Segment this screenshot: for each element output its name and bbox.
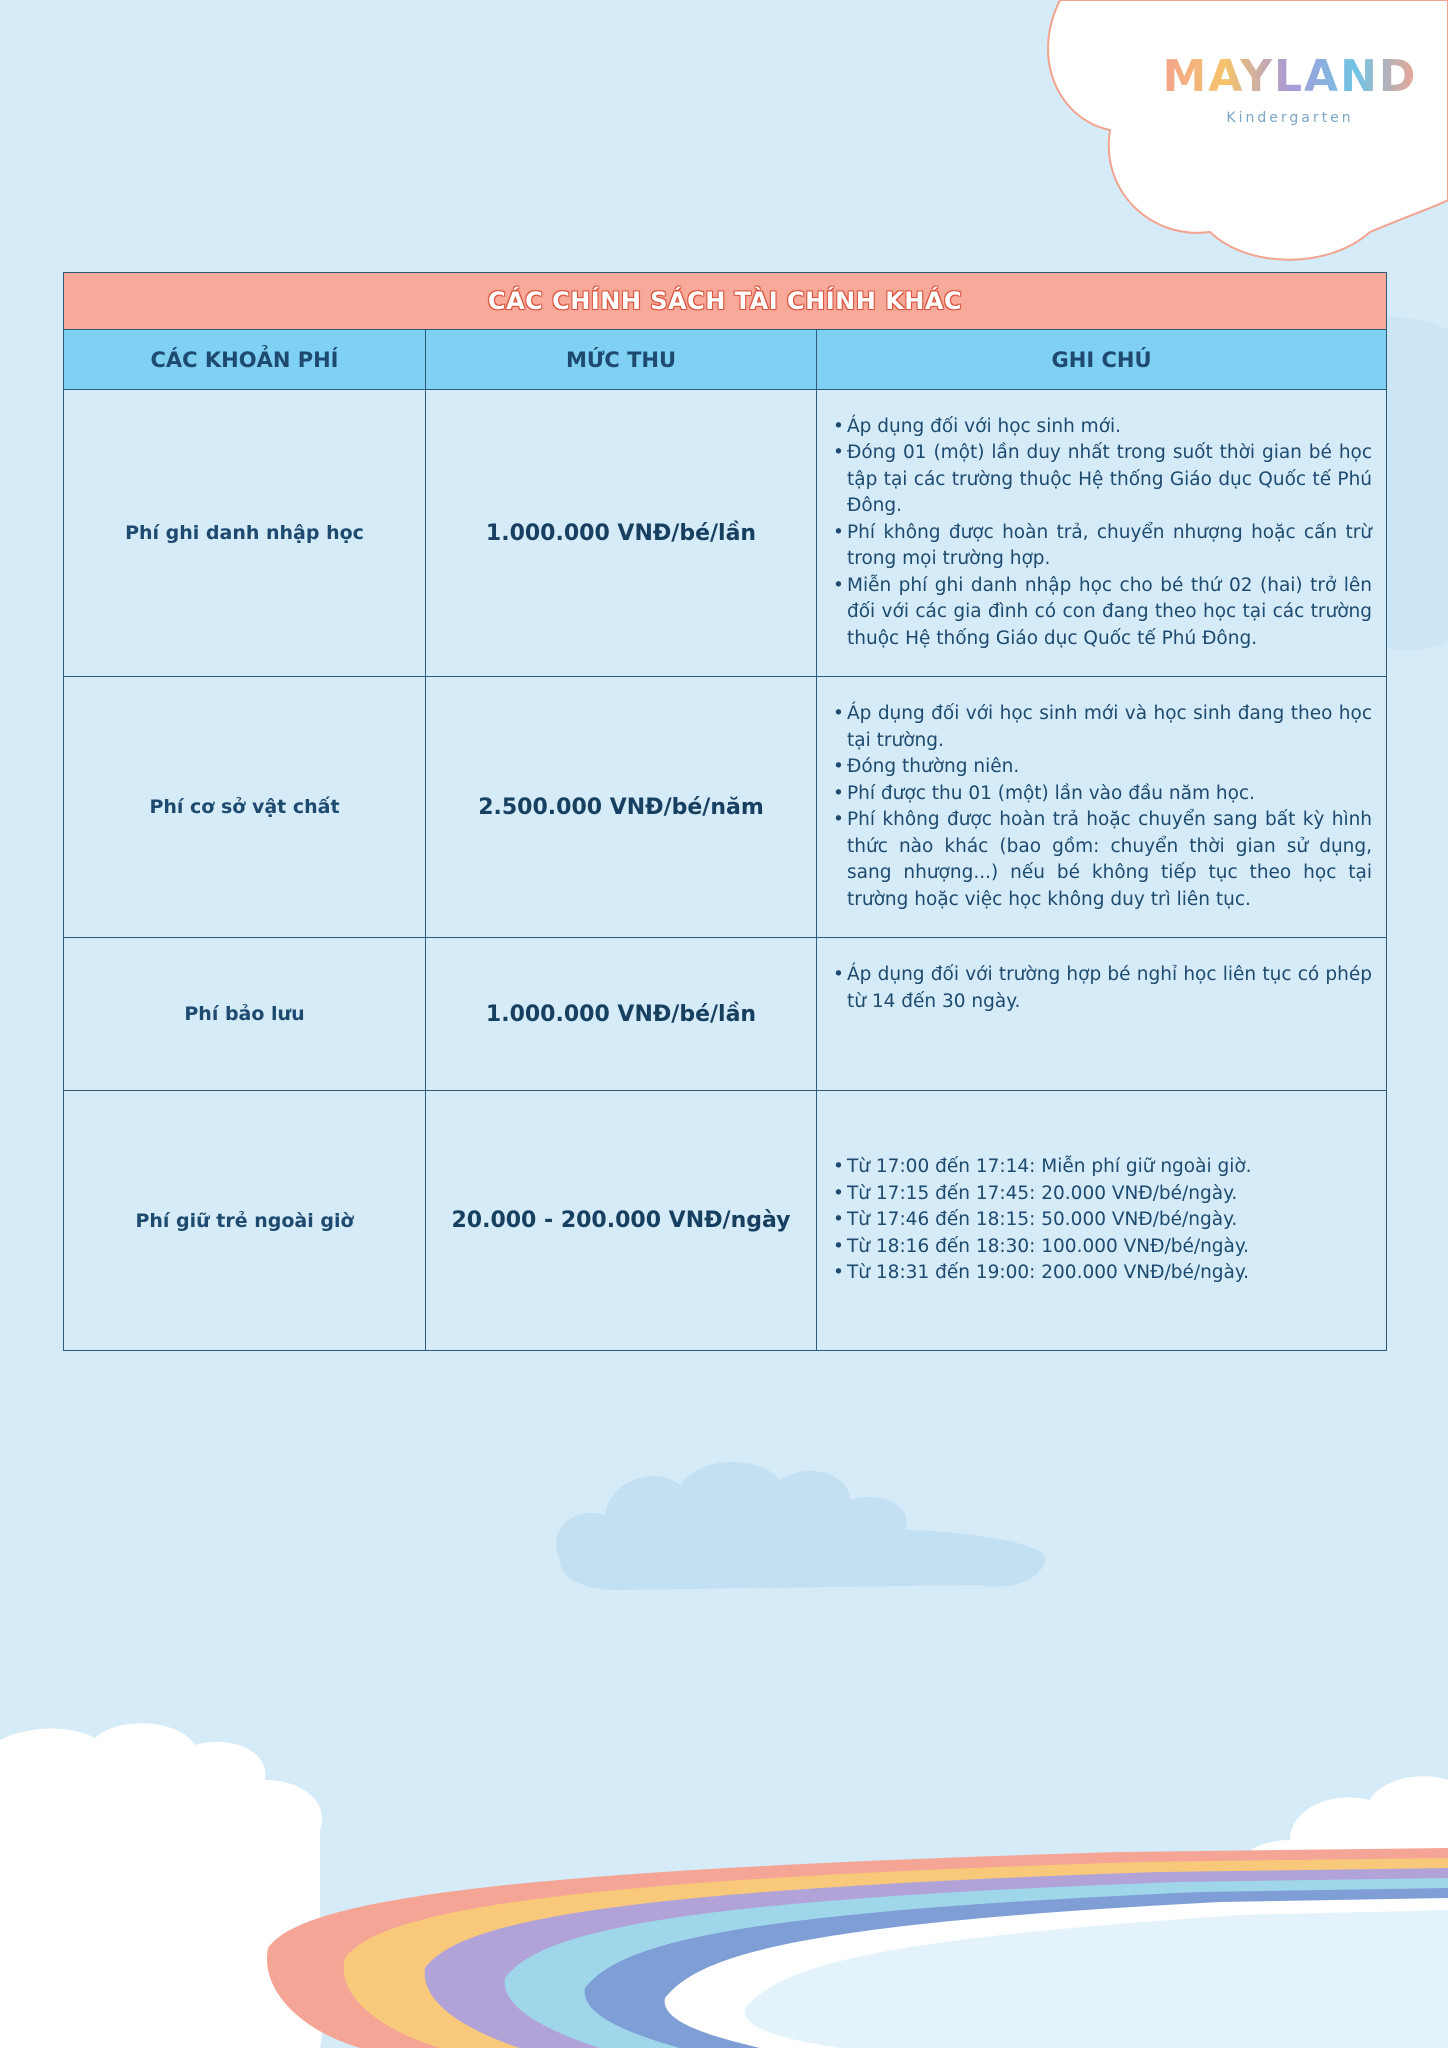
note-item: • Đóng 01 (một) lần duy nhất trong suốt thời gian bé học tập tại các trường thuộc Hệ thống Giáo dục Quốc tế Phú Đông. xyxy=(833,440,1372,520)
table-title: CÁC CHÍNH SÁCH TÀI CHÍNH KHÁC xyxy=(64,273,1387,330)
fee-rate: 20.000 - 200.000 VNĐ/ngày xyxy=(426,1091,817,1351)
note-item: • Từ 18:16 đến 18:30: 100.000 VNĐ/bé/ngày. xyxy=(833,1234,1372,1261)
note-item: • Áp dụng đối với học sinh mới. xyxy=(833,414,1372,441)
brand-tagline: Kindergarten xyxy=(1226,110,1354,126)
note-item: • Từ 17:46 đến 18:15: 50.000 VNĐ/bé/ngày. xyxy=(833,1207,1372,1234)
note-item: • Từ 18:31 đến 19:00: 200.000 VNĐ/bé/ngày. xyxy=(833,1260,1372,1287)
fee-notes xyxy=(817,1091,1387,1351)
fee-name: Phí giữ trẻ ngoài giờ xyxy=(64,1091,426,1351)
note-item: • Áp dụng đối với trường hợp bé nghỉ học liên tục có phép từ 14 đến 30 ngày. xyxy=(833,962,1372,1015)
fee-name: Phí cơ sở vật chất xyxy=(64,677,426,938)
fee-rate: 2.500.000 VNĐ/bé/năm xyxy=(426,677,817,938)
table-row xyxy=(64,1091,1387,1351)
fee-name: Phí ghi danh nhập học xyxy=(64,390,426,677)
fee-notes xyxy=(817,677,1387,938)
note-item: • Miễn phí ghi danh nhập học cho bé thứ 02 (hai) trở lên đối với các gia đình có con đang theo học tại các trường thuộc Hệ thống Giáo dục Quốc tế Phú Đông. xyxy=(833,573,1372,653)
header-fee: CÁC KHOẢN PHÍ xyxy=(64,330,426,390)
note-item: • Phí được thu 01 (một) lần vào đầu năm học. xyxy=(833,781,1372,808)
rainbow-icon xyxy=(267,1848,1448,2048)
brand-logo xyxy=(1160,42,1420,162)
note-item: • Từ 17:00 đến 17:14: Miễn phí giữ ngoài giờ. xyxy=(833,1154,1372,1181)
table-row xyxy=(64,938,1387,1091)
table-row xyxy=(64,390,1387,677)
fee-rate: 1.000.000 VNĐ/bé/lần xyxy=(426,938,817,1091)
note-item: • Phí không được hoàn trả, chuyển nhượng hoặc cấn trừ trong mọi trường hợp. xyxy=(833,520,1372,573)
fee-policy-table xyxy=(63,272,1387,1351)
header-rate: MỨC THU xyxy=(426,330,817,390)
fee-notes xyxy=(817,938,1387,1091)
fee-notes xyxy=(817,390,1387,677)
middle-cloud-icon xyxy=(556,1462,1045,1590)
note-item: • Từ 17:15 đến 17:45: 20.000 VNĐ/bé/ngày. xyxy=(833,1181,1372,1208)
table-row xyxy=(64,677,1387,938)
note-item: • Đóng thường niên. xyxy=(833,754,1372,781)
fee-name: Phí bảo lưu xyxy=(64,938,426,1091)
note-item: • Áp dụng đối với học sinh mới và học sinh đang theo học tại trường. xyxy=(833,701,1372,754)
header-note: GHI CHÚ xyxy=(817,330,1387,390)
note-item: • Phí không được hoàn trả hoặc chuyển sang bất kỳ hình thức nào khác (bao gồm: chuyển thời gian sử dụng, sang nhượng...) nếu bé không tiếp tục theo học tại trường hoặc việc học không duy trì liên tục. xyxy=(833,807,1372,913)
fee-rate: 1.000.000 VNĐ/bé/lần xyxy=(426,390,817,677)
brand-name: MAYLAND xyxy=(1160,42,1420,112)
